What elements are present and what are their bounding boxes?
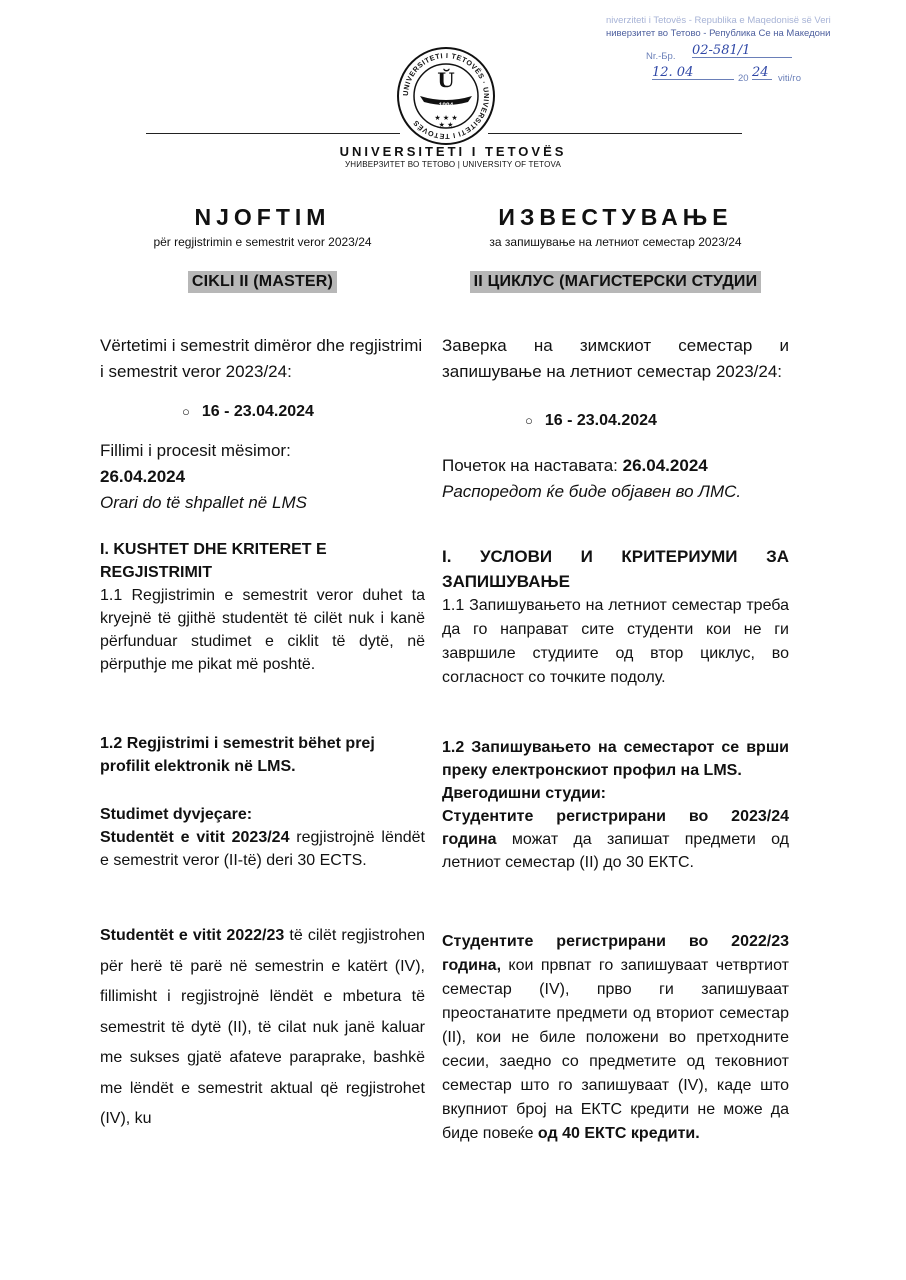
right-start-line (442, 453, 789, 479)
left-subtitle: për regjistrimin e semestrit veror 2023/24 (153, 235, 372, 249)
right-students-2022-23-bold: Студентите регистрирани во 2022/23 година, (442, 933, 789, 974)
right-students-2022-23 (442, 930, 789, 1146)
left-start-label: Fillimi i procesit mësimor: (100, 441, 291, 460)
right-students-2023-24 (442, 805, 789, 874)
seal-ring-text: UNIVERSITETI I TETOVËS · UNIVERSITETI I TETOVËS (400, 50, 492, 142)
right-start-date: 26.04.2024 (622, 456, 708, 475)
left-students-2022-23-text: të cilët regjistrohen për herë të parë në semestrin e katërt (IV), fillimisht i regjistrojnë lëndët e mbetura të semestrit të dytë (II), të cilat nuk janë kaluar me sukses gjatë afateve paraprake, bashkë me lëndët e semestrit aktual që regjistrohet (IV), ku (100, 927, 426, 1127)
right-paragraph-1-1: 1.1 Запишувањето на летниот семестар треба да го направат сите студенти кои не ги завршиле студиите од втор циклус, во согласност со точките подолу. (442, 597, 789, 686)
right-students-2023-24-bold: Студентите регистрирани во 2023/24 година (442, 808, 789, 848)
stamp-line-2: ниверзитет во Тетово - Република Се на Македони (606, 28, 831, 39)
right-intro: Заверка на зимскиот семестар и запишување на летниот семестар 2023/24: (442, 336, 789, 381)
university-subtitle: УНИВЕРЗИТЕТ ВО ТЕТОВО | UNIVERSITY OF TETOVA (345, 160, 561, 169)
right-section1-title: I. УСЛОВИ И КРИТЕРИУМИ ЗА ЗАПИШУВАЊЕ (442, 547, 789, 591)
right-subtitle: за запишување на летниот семестар 2023/24 (489, 235, 742, 249)
left-students-2022-23-bold: Studentët e vitit 2022/23 (100, 927, 285, 944)
right-students-2022-23-text: кои првпат го запишуваат четвртиот семестар (IV), прво ги запишуваат преостанатите предмети од вториот семестар (II), кои не биле положени во претходните сесии, заедно со предметите од тековниот семестар што го запишуваат (IV), каде што вкупниот број на ЕКТС кредити не може да биде повеќе (442, 957, 789, 1142)
left-title: NJOFTIM (194, 204, 331, 230)
right-students-2022-23-end: од 40 ЕКТС кредити. (537, 1125, 700, 1142)
header-rule-right (488, 133, 742, 134)
right-date-range: 16 - 23.04.2024 (544, 412, 657, 429)
left-date-range-item (182, 403, 425, 421)
right-paragraph-1-2: 1.2 Запишувањето на семестарот се врши преку електронскиот профил на LMS. (442, 739, 789, 779)
header-rule-left (146, 133, 400, 134)
stamp-nr-label: Nr.-Бр. (646, 51, 676, 62)
right-start-label: Почеток на наставата: (442, 456, 623, 475)
albanian-column (100, 200, 426, 1127)
stamp-nr-value: 02-581/1 (692, 44, 792, 58)
right-students-2023-24-text: можат да запишат предмети од летниот семестар (II) до 30 ЕКТС. (442, 831, 789, 871)
left-paragraph-1-1: 1.1 Regjistrimin e semestrit veror duhet ta kryejnë të gjithë studentët të cilët nuk i kanë përfunduar studimet e ciklit të dytë, në përputhje me pikat më poshtë. (100, 587, 425, 673)
left-section1-title: I. KUSHTET DHE KRITERET E REGJISTRIMIT (100, 541, 327, 581)
bullet-icon: ○ (182, 404, 190, 419)
left-paragraph-1-2: 1.2 Regjistrimi i semestrit bëhet prej profilit elektronik në LMS. (100, 735, 375, 775)
stamp-line-1: niverziteti i Tetovës - Republika e Maqedonisë së Veri (606, 15, 831, 26)
left-students-2023-24-text: regjistrojnë lëndët e semestrit veror (II-të) deri 30 ECTS. (100, 829, 425, 869)
svg-text:★ ★ ★: ★ ★ ★ (434, 114, 458, 122)
university-name: UNIVERSITETI I TETOVËS (339, 144, 567, 159)
left-schedule-note: Orari do të shpallet në LMS (100, 493, 307, 512)
right-date-range-item (525, 412, 789, 430)
seal-year: 1994 (438, 102, 454, 109)
stamp-date-day: 12. 04 (652, 66, 734, 80)
stamp-date-year: 24 (752, 66, 772, 80)
right-cycle-badge: II ЦИКЛУС (МАГИСТЕРСКИ СТУДИИ (470, 271, 762, 293)
svg-text:Ŭ: Ŭ (437, 68, 455, 92)
bullet-icon: ○ (525, 413, 533, 428)
right-title: ИЗВЕСТУВАЊЕ (498, 204, 733, 230)
left-students-2023-24 (100, 826, 425, 872)
left-students-2023-24-bold: Studentët e vitit 2023/24 (100, 829, 290, 846)
left-date-range: 16 - 23.04.2024 (201, 403, 314, 420)
registry-stamp (606, 14, 896, 88)
left-two-year-label: Studimet dyvjeçare: (100, 806, 253, 823)
left-cycle-badge: CIKLI II (MASTER) (188, 271, 337, 293)
stamp-date-suffix: viti/гo (778, 73, 801, 84)
left-start-date: 26.04.2024 (100, 467, 186, 486)
right-schedule-note: Распоредот ќе биде објавен во ЛМС. (442, 482, 742, 501)
left-intro: Vërtetimi i semestrit dimëror dhe regjistrimi i semestrit veror 2023/24: (100, 336, 423, 381)
stamp-date-year-prefix: 20 (738, 73, 749, 84)
university-seal-logo (396, 46, 496, 146)
svg-text:★ ★: ★ ★ (438, 121, 454, 129)
right-two-year-label: Двегодишни студии: (442, 785, 606, 802)
macedonian-column (442, 200, 789, 1142)
left-students-2022-23 (100, 921, 425, 1135)
